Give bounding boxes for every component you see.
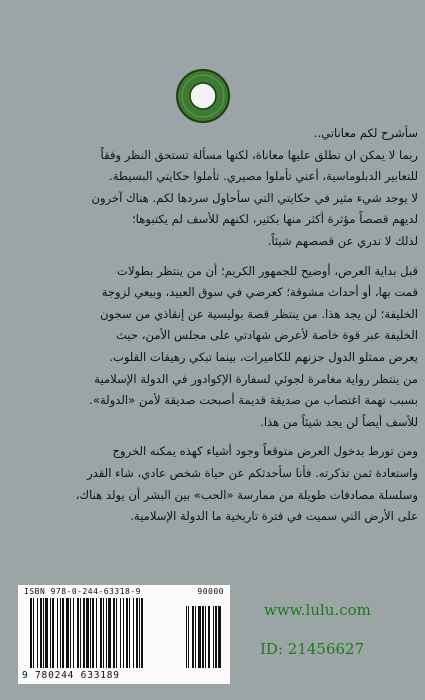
barcode-bar — [70, 598, 71, 668]
barcode-bar — [133, 598, 134, 668]
barcode-addon-bar — [198, 606, 201, 668]
blurb-line: سأشرح لكم معاناتي.. — [313, 126, 418, 140]
barcode-bar — [86, 598, 89, 668]
barcode-bar — [60, 598, 61, 668]
blurb-line: للتعابير الدبلوماسية، أعني تأملوا مصيري. تأملوا حكايتي البسيطة. — [109, 169, 418, 184]
blurb-line: على الأرض التي سميت في فترة تاريخية ما الدولة الإسلامية. — [130, 509, 418, 524]
barcode-bar — [83, 598, 85, 668]
barcode-addon-bar — [192, 606, 194, 668]
blurb-line: لذلك لا ندري عن قصصهم شيئاً. — [267, 233, 418, 248]
barcode-bar — [57, 598, 58, 668]
barcode-addon-bar — [208, 606, 210, 668]
isbn-barcode — [18, 585, 230, 684]
blurb-line: وسلسلة مصادفات طويلة من ممارسة «الحب» بين البشر أن يولد هناك، — [75, 487, 418, 502]
blurb-line: لا يوجد شيء مثير في حكايتي التي سأحاول سردها لكم. هناك آخرون — [91, 190, 418, 205]
isbn-label — [24, 587, 224, 596]
barcode-bar — [30, 598, 32, 668]
barcode-addon-bar — [188, 606, 189, 668]
barcode-bar — [106, 598, 107, 668]
barcode-bar — [129, 598, 130, 668]
blurb-line: بسبب تهمة اغتصاب من صديقة قديمة أصبحت صديقة لأمن «الدولة». — [89, 393, 418, 408]
barcode-bar — [108, 598, 111, 668]
barcode-addon-bar — [202, 606, 204, 668]
barcode-addon-bar — [195, 606, 196, 668]
barcode-bar — [52, 598, 54, 668]
barcode-bar — [141, 598, 143, 668]
barcode-bar — [139, 598, 140, 668]
blurb-line: الخليفة؛ لن يجد هذا. من ينتظر قصة بوليسية عن إنقاذي من سجون — [100, 306, 418, 321]
barcode-bar — [62, 598, 64, 668]
barcode-bar — [136, 598, 138, 668]
barcode-bar — [77, 598, 79, 668]
barcode-addon-bar — [215, 606, 217, 668]
blurb-line: ومن تورط بدخول العرض متوقعاً وجود أشياء كهذه يمكنه الخروج — [112, 444, 418, 459]
blurb-line: الخليفة عبر قوة خاصة لأعرض شهادتي على مجلس الأمن، حيث — [116, 328, 418, 343]
price-code: 90000 — [197, 587, 224, 596]
barcode-bar — [50, 598, 51, 668]
barcode-bar — [73, 598, 74, 668]
back-cover-blurb — [10, 123, 418, 528]
blurb-line: قمت بها، أو أحداث مشوقة؛ كعرضي في سوق العبيد، وبيعي لزوجة — [101, 285, 418, 300]
isbn-digits: 9 780244 633189 — [22, 670, 120, 681]
barcode-addon-bar — [186, 606, 187, 668]
blurb-line: من ينتظر رواية مغامرة لجوئي لسفارة الإكوادور في الدولة الإسلامية — [94, 371, 418, 386]
blurb-line: ربما لا يمكن ان نطلق عليها معاناة، لكنها مسألة تستحق النظر وفقاً — [100, 147, 418, 162]
barcode-bar — [37, 598, 38, 668]
barcode-bar — [43, 598, 44, 668]
barcode-bar — [103, 598, 104, 668]
blurb-line: يعرض ممثلو الدول حزنهم للكاميرات، بينما تبكي رهيفات القلوب. — [109, 349, 418, 364]
publisher-url[interactable]: www.lulu.com — [264, 601, 371, 619]
barcode-bar — [116, 598, 117, 668]
barcode-bar — [126, 598, 128, 668]
barcode-bar — [96, 598, 97, 668]
barcode-bar — [123, 598, 124, 668]
barcode-addon-bar — [205, 606, 206, 668]
blurb-line: لديهم قصصاً مؤثرة أكثر منها بكثير، لكنهم للأسف لم يكتبوها؛ — [132, 212, 418, 227]
barcode-addon-bar — [213, 606, 214, 668]
barcode-bars-icon — [26, 598, 222, 670]
barcode-bar — [113, 598, 115, 668]
blurb-line: للأسف أيضاً لن يجد شيئاً من هذا. — [260, 414, 418, 429]
blurb-line: قبل بداية العرض، أوضيح للجمهور الكريم؛ أن من ينتظر بطولات — [117, 263, 418, 278]
barcode-bar — [40, 598, 42, 668]
barcode-bar — [92, 598, 94, 668]
barcode-bar — [90, 598, 91, 668]
barcode-addon-bar — [218, 606, 221, 668]
barcode-bar — [45, 598, 48, 668]
blurb-line: واستعادة ثمن تذكرته. فأنا سأحدثكم عن حياة شخص عادي، شاء القدر — [87, 465, 418, 480]
barcode-bar — [120, 598, 121, 668]
barcode-bar — [80, 598, 81, 668]
barcode-bar — [100, 598, 102, 668]
publisher-id: ID: 21456627 — [260, 640, 365, 658]
barcode-bar — [33, 598, 34, 668]
isbn-number: ISBN 978-0-244-63318-9 — [24, 587, 141, 596]
green-disc-logo-icon — [175, 68, 231, 124]
barcode-bar — [66, 598, 69, 668]
